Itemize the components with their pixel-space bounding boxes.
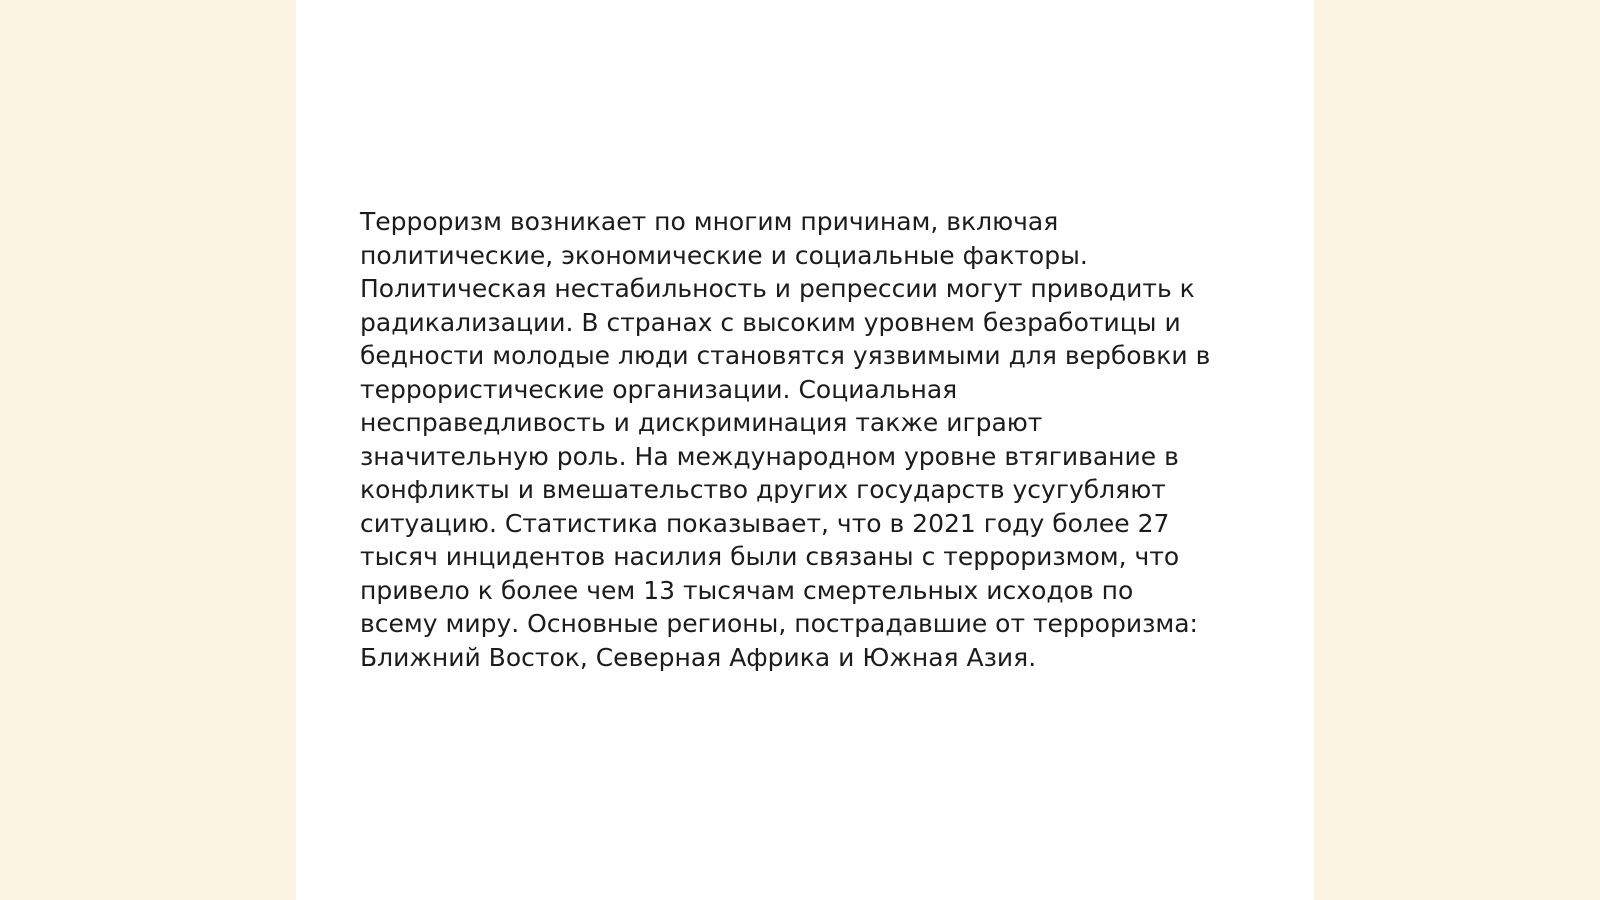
body-line: политические, экономические и социальные факторы. [360,240,1088,270]
body-line: бедности молодые люди становятся уязвимыми для вербовки в [360,341,1211,370]
body-line: несправедливость и дискриминация также играют [360,408,1043,437]
body-line: ситуацию. Статистика показывает, что в 2021 году более 27 [360,508,1170,538]
right-margin-panel [1314,0,1600,900]
slide-body-text [360,205,1250,674]
body-line: Политическая нестабильность и репрессии могут приводить к [360,274,1195,303]
left-margin-panel [0,0,296,900]
slide-canvas [296,0,1314,900]
body-line: конфликты и вмешательство других государств усугубляют [360,475,1166,504]
body-line: всему миру. Основные регионы, пострадавшие от терроризма: [360,609,1198,638]
body-line: значительную роль. На международном уровне втягивание в [360,441,1179,471]
body-line: тысяч инцидентов насилия были связаны с терроризмом, что [360,542,1180,571]
body-line: Терроризм возникает по многим причинам, включая [360,207,1059,236]
body-line: радикализации. В странах с высоким уровнем безработицы и [360,307,1181,337]
body-line: террористические организации. Социальная [360,374,958,404]
body-line: Ближний Восток, Северная Африка и Южная Азия. [360,642,1037,672]
body-line: привело к более чем 13 тысячам смертельных исходов по [360,575,1134,605]
